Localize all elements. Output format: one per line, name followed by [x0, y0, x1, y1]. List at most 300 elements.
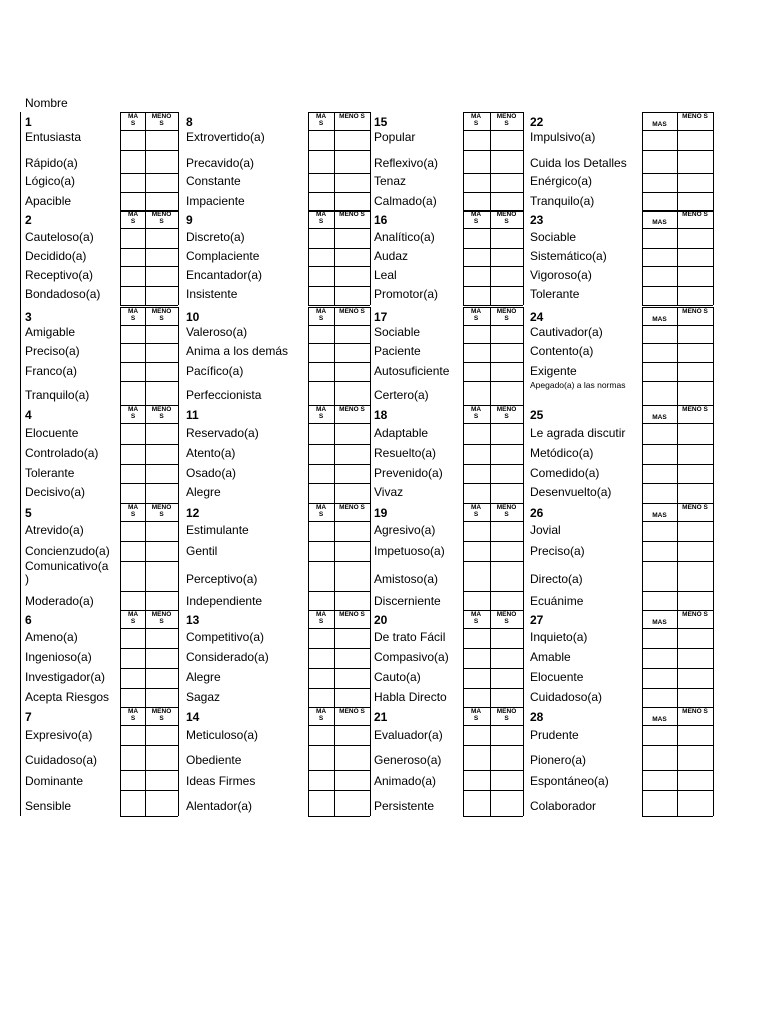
mas-checkbox[interactable]	[463, 464, 490, 483]
mas-checkbox[interactable]	[120, 343, 145, 362]
mas-checkbox[interactable]	[308, 725, 334, 745]
mas-checkbox[interactable]	[308, 464, 334, 483]
mas-checkbox[interactable]	[463, 325, 490, 343]
adjective-label: Sociable	[374, 325, 421, 339]
menos-checkbox[interactable]	[334, 381, 370, 405]
mas-checkbox[interactable]	[642, 464, 677, 483]
mas-checkbox[interactable]	[463, 745, 490, 770]
menos-checkbox[interactable]	[490, 745, 523, 770]
menos-checkbox[interactable]	[490, 343, 523, 362]
adjective-label: Prudente	[530, 728, 579, 742]
menos-checkbox[interactable]	[490, 266, 523, 286]
mas-checkbox[interactable]	[463, 688, 490, 707]
menos-checkbox[interactable]	[490, 770, 523, 790]
menos-checkbox[interactable]	[145, 150, 178, 173]
menos-checkbox[interactable]	[145, 362, 178, 381]
mas-checkbox[interactable]	[463, 381, 490, 405]
mas-checkbox[interactable]	[642, 266, 677, 286]
menos-checkbox[interactable]	[490, 521, 523, 541]
group-number: 15	[374, 115, 388, 129]
menos-checkbox[interactable]	[490, 561, 523, 591]
menos-checkbox[interactable]	[334, 483, 370, 503]
menos-header: MENO S	[339, 504, 365, 511]
menos-checkbox[interactable]	[677, 248, 713, 266]
mas-checkbox[interactable]	[642, 591, 677, 610]
mas-checkbox[interactable]	[120, 521, 145, 541]
menos-checkbox[interactable]	[677, 228, 713, 248]
mas-checkbox[interactable]	[308, 130, 334, 150]
menos-checkbox[interactable]	[677, 745, 713, 770]
mas-header: MA S	[127, 708, 139, 722]
menos-checkbox[interactable]	[334, 770, 370, 790]
mas-checkbox[interactable]	[463, 266, 490, 286]
mas-checkbox[interactable]	[120, 362, 145, 381]
mas-checkbox[interactable]	[120, 483, 145, 503]
mas-checkbox[interactable]	[642, 150, 677, 173]
menos-checkbox[interactable]	[334, 362, 370, 381]
mas-checkbox[interactable]	[308, 688, 334, 707]
menos-checkbox[interactable]	[677, 790, 713, 816]
box-line	[120, 307, 121, 405]
menos-checkbox[interactable]	[334, 248, 370, 266]
mas-checkbox[interactable]	[463, 444, 490, 464]
mas-checkbox[interactable]	[308, 266, 334, 286]
mas-header: MAS	[652, 316, 667, 323]
menos-checkbox[interactable]	[334, 228, 370, 248]
menos-checkbox[interactable]	[677, 668, 713, 688]
mas-checkbox[interactable]	[308, 541, 334, 561]
mas-checkbox[interactable]	[120, 770, 145, 790]
mas-checkbox[interactable]	[120, 561, 145, 591]
menos-checkbox[interactable]	[677, 444, 713, 464]
mas-checkbox[interactable]	[120, 173, 145, 192]
header-top-line	[308, 210, 370, 211]
mas-checkbox[interactable]	[308, 790, 334, 816]
mas-checkbox[interactable]	[120, 248, 145, 266]
mas-checkbox[interactable]	[308, 248, 334, 266]
mas-checkbox[interactable]	[642, 381, 677, 405]
menos-checkbox[interactable]	[490, 381, 523, 405]
menos-checkbox[interactable]	[677, 343, 713, 362]
mas-checkbox[interactable]	[463, 790, 490, 816]
menos-checkbox[interactable]	[677, 130, 713, 150]
menos-checkbox[interactable]	[490, 362, 523, 381]
menos-checkbox[interactable]	[145, 130, 178, 150]
menos-checkbox[interactable]	[334, 745, 370, 770]
mas-checkbox[interactable]	[120, 130, 145, 150]
adjective-label: Habla Directo	[374, 690, 447, 704]
mas-header: MA S	[470, 308, 482, 322]
menos-checkbox[interactable]	[490, 192, 523, 211]
mas-checkbox[interactable]	[463, 248, 490, 266]
menos-header: MENO S	[151, 211, 172, 225]
menos-checkbox[interactable]	[677, 648, 713, 668]
menos-checkbox[interactable]	[490, 483, 523, 503]
adjective-label: Discreto(a)	[186, 230, 245, 244]
mas-checkbox[interactable]	[308, 591, 334, 610]
menos-checkbox[interactable]	[145, 483, 178, 503]
box-line	[145, 610, 146, 707]
adjective-label: Perceptivo(a)	[186, 572, 258, 586]
mas-checkbox[interactable]	[120, 688, 145, 707]
menos-checkbox[interactable]	[334, 266, 370, 286]
menos-checkbox[interactable]	[145, 541, 178, 561]
adjective-label: Vivaz	[374, 485, 404, 499]
box-line	[145, 307, 146, 405]
mas-checkbox[interactable]	[463, 228, 490, 248]
menos-checkbox[interactable]	[334, 325, 370, 343]
mas-checkbox[interactable]	[120, 150, 145, 173]
menos-checkbox[interactable]	[145, 381, 178, 405]
menos-checkbox[interactable]	[145, 464, 178, 483]
mas-checkbox[interactable]	[642, 725, 677, 745]
box-line	[334, 112, 335, 211]
menos-checkbox[interactable]	[677, 423, 713, 444]
mas-checkbox[interactable]	[463, 648, 490, 668]
menos-checkbox[interactable]	[334, 561, 370, 591]
menos-checkbox[interactable]	[334, 541, 370, 561]
menos-header: MENO S	[339, 308, 365, 315]
mas-checkbox[interactable]	[120, 790, 145, 816]
menos-checkbox[interactable]	[490, 591, 523, 610]
mas-checkbox[interactable]	[642, 325, 677, 343]
menos-checkbox[interactable]	[490, 725, 523, 745]
mas-checkbox[interactable]	[120, 228, 145, 248]
menos-checkbox[interactable]	[145, 248, 178, 266]
mas-checkbox[interactable]	[120, 192, 145, 211]
header-top-line	[120, 610, 178, 611]
mas-checkbox[interactable]	[308, 770, 334, 790]
adjective-label: Certero(a)	[374, 388, 429, 402]
mas-checkbox[interactable]	[308, 745, 334, 770]
menos-checkbox[interactable]	[677, 192, 713, 211]
menos-checkbox[interactable]	[334, 725, 370, 745]
mas-checkbox[interactable]	[463, 173, 490, 192]
header-top-line	[463, 210, 523, 211]
menos-checkbox[interactable]	[677, 688, 713, 707]
header-top-line	[120, 405, 178, 406]
menos-checkbox[interactable]	[490, 286, 523, 305]
menos-checkbox[interactable]	[490, 790, 523, 816]
adjective-label: Espontáneo(a)	[530, 774, 609, 788]
mas-checkbox[interactable]	[642, 286, 677, 305]
menos-checkbox[interactable]	[145, 668, 178, 688]
mas-checkbox[interactable]	[308, 173, 334, 192]
box-line	[308, 405, 309, 503]
mas-checkbox[interactable]	[308, 362, 334, 381]
menos-checkbox[interactable]	[677, 521, 713, 541]
adjective-label: Insistente	[186, 287, 238, 301]
mas-checkbox[interactable]	[308, 150, 334, 173]
box-line	[523, 503, 524, 610]
adjective-label: Cuidadoso(a)	[530, 690, 603, 704]
menos-checkbox[interactable]	[677, 770, 713, 790]
box-line	[308, 210, 309, 305]
menos-checkbox[interactable]	[677, 464, 713, 483]
mas-checkbox[interactable]	[463, 628, 490, 648]
group-number: 14	[186, 710, 200, 724]
menos-checkbox[interactable]	[334, 173, 370, 192]
mas-checkbox[interactable]	[463, 362, 490, 381]
adjective-label: Competitivo(a)	[186, 630, 265, 644]
mas-checkbox[interactable]	[120, 464, 145, 483]
menos-header: MENO S	[682, 504, 708, 511]
menos-checkbox[interactable]	[490, 150, 523, 173]
mas-checkbox[interactable]	[463, 591, 490, 610]
box-line	[677, 503, 678, 610]
header-top-line	[120, 210, 178, 211]
menos-checkbox[interactable]	[145, 266, 178, 286]
menos-checkbox[interactable]	[490, 130, 523, 150]
group-number: 11	[186, 408, 199, 422]
menos-checkbox[interactable]	[145, 628, 178, 648]
mas-checkbox[interactable]	[642, 541, 677, 561]
mas-checkbox[interactable]	[308, 381, 334, 405]
mas-checkbox[interactable]	[642, 444, 677, 464]
mas-checkbox[interactable]	[308, 444, 334, 464]
menos-checkbox[interactable]	[334, 130, 370, 150]
mas-checkbox[interactable]	[463, 130, 490, 150]
mas-checkbox[interactable]	[120, 381, 145, 405]
adjective-label: Comunicativo(a )	[25, 559, 109, 586]
menos-header: MENO S	[496, 406, 517, 420]
menos-checkbox[interactable]	[677, 362, 713, 381]
menos-checkbox[interactable]	[334, 521, 370, 541]
menos-checkbox[interactable]	[677, 628, 713, 648]
menos-checkbox[interactable]	[334, 286, 370, 305]
mas-checkbox[interactable]	[308, 192, 334, 211]
menos-checkbox[interactable]	[145, 790, 178, 816]
menos-checkbox[interactable]	[490, 688, 523, 707]
menos-checkbox[interactable]	[145, 173, 178, 192]
box-line	[677, 210, 678, 305]
menos-checkbox[interactable]	[145, 343, 178, 362]
mas-checkbox[interactable]	[120, 591, 145, 610]
menos-checkbox[interactable]	[334, 628, 370, 648]
menos-checkbox[interactable]	[490, 325, 523, 343]
menos-checkbox[interactable]	[334, 464, 370, 483]
mas-checkbox[interactable]	[642, 228, 677, 248]
box-line	[490, 112, 491, 211]
mas-checkbox[interactable]	[642, 745, 677, 770]
menos-checkbox[interactable]	[145, 444, 178, 464]
mas-checkbox[interactable]	[463, 770, 490, 790]
adjective-label: Calmado(a)	[374, 194, 437, 208]
mas-header: MAS	[652, 219, 667, 226]
menos-checkbox[interactable]	[334, 444, 370, 464]
mas-checkbox[interactable]	[120, 541, 145, 561]
mas-checkbox[interactable]	[308, 228, 334, 248]
menos-checkbox[interactable]	[677, 173, 713, 192]
menos-checkbox[interactable]	[490, 541, 523, 561]
mas-checkbox[interactable]	[120, 444, 145, 464]
mas-checkbox[interactable]	[120, 628, 145, 648]
menos-checkbox[interactable]	[334, 150, 370, 173]
box-line	[370, 307, 371, 405]
menos-checkbox[interactable]	[145, 591, 178, 610]
menos-checkbox[interactable]	[677, 725, 713, 745]
mas-checkbox[interactable]	[642, 648, 677, 668]
group-number: 12	[186, 506, 200, 520]
adjective-label: Acepta Riesgos	[25, 690, 110, 704]
menos-checkbox[interactable]	[334, 668, 370, 688]
menos-checkbox[interactable]	[334, 591, 370, 610]
box-line	[490, 307, 491, 405]
group-number: 2	[25, 213, 32, 227]
menos-checkbox[interactable]	[334, 343, 370, 362]
menos-header: MENO S	[151, 611, 172, 625]
mas-checkbox[interactable]	[120, 423, 145, 444]
menos-checkbox[interactable]	[677, 150, 713, 173]
menos-checkbox[interactable]	[145, 561, 178, 591]
mas-checkbox[interactable]	[463, 541, 490, 561]
header-top-line	[308, 707, 370, 708]
menos-checkbox[interactable]	[334, 688, 370, 707]
menos-checkbox[interactable]	[677, 561, 713, 591]
menos-checkbox[interactable]	[677, 483, 713, 503]
mas-checkbox[interactable]	[463, 668, 490, 688]
mas-checkbox[interactable]	[308, 286, 334, 305]
box-line	[642, 112, 643, 211]
menos-checkbox[interactable]	[677, 591, 713, 610]
menos-checkbox[interactable]	[334, 192, 370, 211]
menos-checkbox[interactable]	[677, 266, 713, 286]
mas-checkbox[interactable]	[463, 286, 490, 305]
box-line	[334, 210, 335, 305]
mas-checkbox[interactable]	[120, 648, 145, 668]
mas-checkbox[interactable]	[308, 668, 334, 688]
menos-checkbox[interactable]	[677, 381, 713, 405]
mas-checkbox[interactable]	[642, 770, 677, 790]
menos-checkbox[interactable]	[145, 286, 178, 305]
menos-checkbox[interactable]	[145, 423, 178, 444]
group-number: 6	[25, 613, 32, 627]
mas-header: MA S	[315, 406, 327, 420]
menos-header: MENO S	[339, 406, 365, 413]
mas-checkbox[interactable]	[463, 561, 490, 591]
menos-checkbox[interactable]	[334, 648, 370, 668]
menos-header: MENO S	[682, 308, 708, 315]
adjective-label: Impulsivo(a)	[530, 130, 596, 144]
mas-checkbox[interactable]	[642, 173, 677, 192]
mas-checkbox[interactable]	[463, 192, 490, 211]
mas-checkbox[interactable]	[642, 790, 677, 816]
menos-checkbox[interactable]	[145, 770, 178, 790]
menos-checkbox[interactable]	[145, 228, 178, 248]
mas-checkbox[interactable]	[642, 248, 677, 266]
header-top-line	[308, 405, 370, 406]
menos-header: MENO S	[151, 113, 172, 127]
mas-checkbox[interactable]	[642, 423, 677, 444]
mas-checkbox[interactable]	[308, 648, 334, 668]
mas-checkbox[interactable]	[642, 343, 677, 362]
menos-checkbox[interactable]	[490, 173, 523, 192]
adjective-label: Popular	[374, 130, 416, 144]
mas-checkbox[interactable]	[642, 668, 677, 688]
mas-checkbox[interactable]	[308, 628, 334, 648]
mas-checkbox[interactable]	[120, 286, 145, 305]
box-line	[713, 210, 714, 305]
mas-header: MAS	[652, 619, 667, 626]
adjective-label: Alentador(a)	[186, 799, 253, 813]
mas-checkbox[interactable]	[120, 668, 145, 688]
mas-checkbox[interactable]	[463, 483, 490, 503]
menos-checkbox[interactable]	[334, 423, 370, 444]
mas-checkbox[interactable]	[308, 343, 334, 362]
mas-checkbox[interactable]	[642, 192, 677, 211]
mas-checkbox[interactable]	[120, 266, 145, 286]
menos-checkbox[interactable]	[145, 648, 178, 668]
menos-header: MENO S	[682, 211, 708, 218]
mas-checkbox[interactable]	[642, 688, 677, 707]
mas-header: MA S	[470, 504, 482, 518]
menos-header: MENO S	[339, 211, 365, 218]
mas-checkbox[interactable]	[642, 628, 677, 648]
menos-checkbox[interactable]	[490, 464, 523, 483]
mas-checkbox[interactable]	[120, 325, 145, 343]
menos-checkbox[interactable]	[490, 444, 523, 464]
adjective-label: Elocuente	[25, 426, 79, 440]
row-line	[463, 816, 523, 817]
mas-checkbox[interactable]	[463, 343, 490, 362]
mas-checkbox[interactable]	[642, 521, 677, 541]
mas-checkbox[interactable]	[308, 521, 334, 541]
mas-checkbox[interactable]	[463, 725, 490, 745]
mas-checkbox[interactable]	[642, 362, 677, 381]
menos-checkbox[interactable]	[145, 745, 178, 770]
mas-checkbox[interactable]	[642, 483, 677, 503]
menos-checkbox[interactable]	[677, 286, 713, 305]
group-number: 17	[374, 310, 388, 324]
mas-checkbox[interactable]	[308, 561, 334, 591]
menos-checkbox[interactable]	[490, 648, 523, 668]
menos-checkbox[interactable]	[490, 668, 523, 688]
mas-checkbox[interactable]	[463, 521, 490, 541]
mas-header: MAS	[652, 121, 667, 128]
row-line	[642, 816, 713, 817]
box-line	[120, 503, 121, 610]
mas-checkbox[interactable]	[308, 325, 334, 343]
menos-checkbox[interactable]	[490, 423, 523, 444]
menos-checkbox[interactable]	[145, 325, 178, 343]
mas-checkbox[interactable]	[463, 423, 490, 444]
menos-checkbox[interactable]	[334, 790, 370, 816]
menos-checkbox[interactable]	[145, 192, 178, 211]
menos-checkbox[interactable]	[490, 248, 523, 266]
mas-header: MA S	[470, 113, 482, 127]
menos-checkbox[interactable]	[145, 688, 178, 707]
mas-checkbox[interactable]	[308, 423, 334, 444]
menos-checkbox[interactable]	[145, 521, 178, 541]
mas-checkbox[interactable]	[120, 725, 145, 745]
menos-checkbox[interactable]	[490, 228, 523, 248]
mas-checkbox[interactable]	[642, 130, 677, 150]
menos-checkbox[interactable]	[677, 541, 713, 561]
menos-header: MENO S	[151, 406, 172, 420]
box-line	[490, 707, 491, 816]
mas-checkbox[interactable]	[120, 745, 145, 770]
adjective-label: Animado(a)	[374, 774, 437, 788]
menos-checkbox[interactable]	[145, 725, 178, 745]
box-line	[642, 405, 643, 503]
menos-checkbox[interactable]	[490, 628, 523, 648]
menos-header: MENO S	[682, 113, 708, 120]
box-line	[308, 707, 309, 816]
menos-checkbox[interactable]	[677, 325, 713, 343]
mas-checkbox[interactable]	[463, 150, 490, 173]
mas-checkbox[interactable]	[308, 483, 334, 503]
mas-checkbox[interactable]	[642, 561, 677, 591]
